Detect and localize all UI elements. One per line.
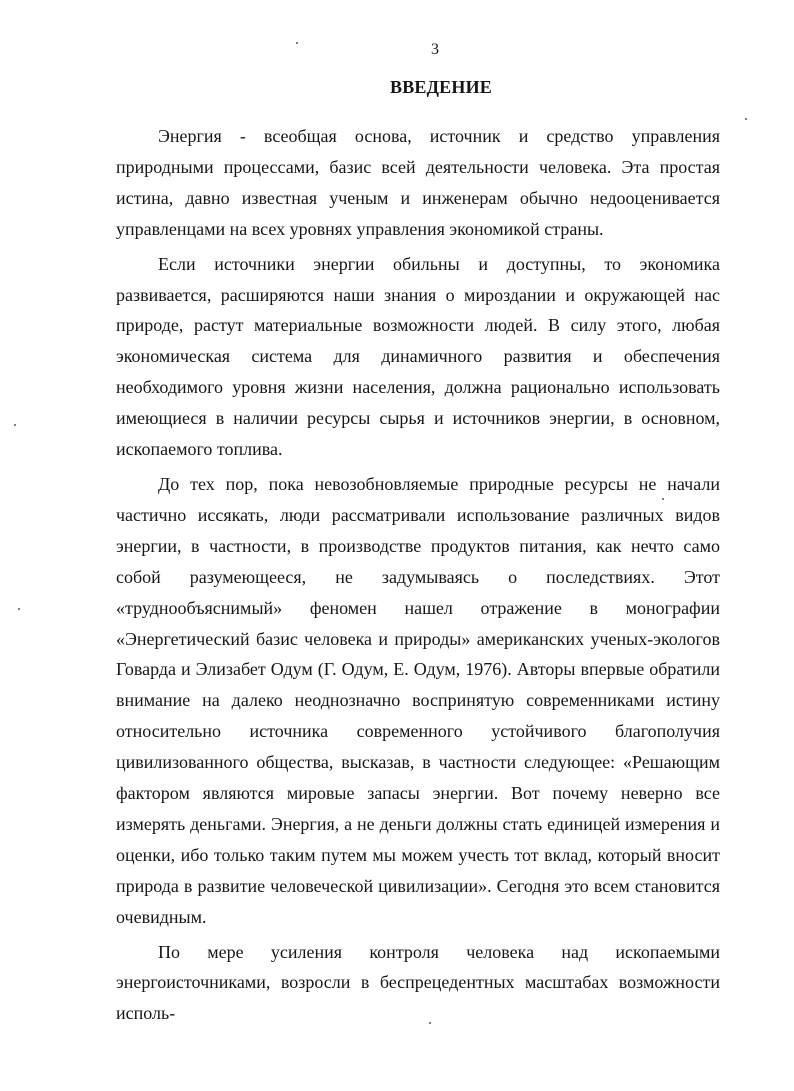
body-text [116, 121, 720, 1029]
paragraph-1: Энергия - всеобщая основа, источник и средство управления природными процессами, базис всей деятельности человека. Эта простая истина, давно известная ученым и инженерам обычно недооценивается управленцами на всех уровнях управления экономикой страны. [116, 126, 720, 239]
scan-speck [296, 42, 298, 44]
scan-speck [429, 1022, 431, 1024]
scan-speck [662, 498, 664, 500]
paragraph-4: По мере усиления контроля человека над ископаемыми энергоисточниками, возросли в беспрецедентных масштабах возможности исполь- [116, 941, 720, 1024]
page-number: 3 [431, 41, 439, 58]
scan-speck [18, 608, 20, 610]
section-heading: ВВЕДЕНИЕ [389, 77, 492, 97]
scan-speck [14, 424, 16, 426]
scan-speck [745, 118, 747, 120]
paragraph-2: Если источники энергии обильны и доступны, то экономика развивается, расширяются наши знания о мироздании и окружающей нас природе, растут материальные возможности людей. В силу этого, любая экономическая система для динамичного развития и обеспечения необходимого уровня жизни населения, должна рационально использовать имеющиеся в наличии ресурсы сырья и источников энергии, в основном, ископаемого топлива. [116, 253, 720, 460]
paragraph-3: До тех пор, пока невозобновляемые природные ресурсы не начали частично иссякать, люди рассматривали использование различных видов энергии, в частности, в производстве продуктов питания, как нечто само собой разумеющееся, не задумываясь о последствиях. Этот «труднообъяснимый» феномен нашел отражение в монографии «Энергетический базис человека и природы» американских ученых-экологов Говарда и Элизабет Одум (Г. Одум, Е. Одум, 1976). Авторы впервые обратили внимание на далеко неоднозначно воспринятую современниками истину относительно источника современного устойчивого благополучия цивилизованного общества, высказав, в частности следующее: «Решающим фактором являются мировые запасы энергии. Вот почему неверно все измерять деньгами. Энергия, а не деньги должны стать единицей измерения и оценки, ибо только таким путем мы можем учесть тот вклад, который вносит природа в развитие человеческой цивилизации». Сегодня это всем становится очевидным. [116, 473, 720, 927]
